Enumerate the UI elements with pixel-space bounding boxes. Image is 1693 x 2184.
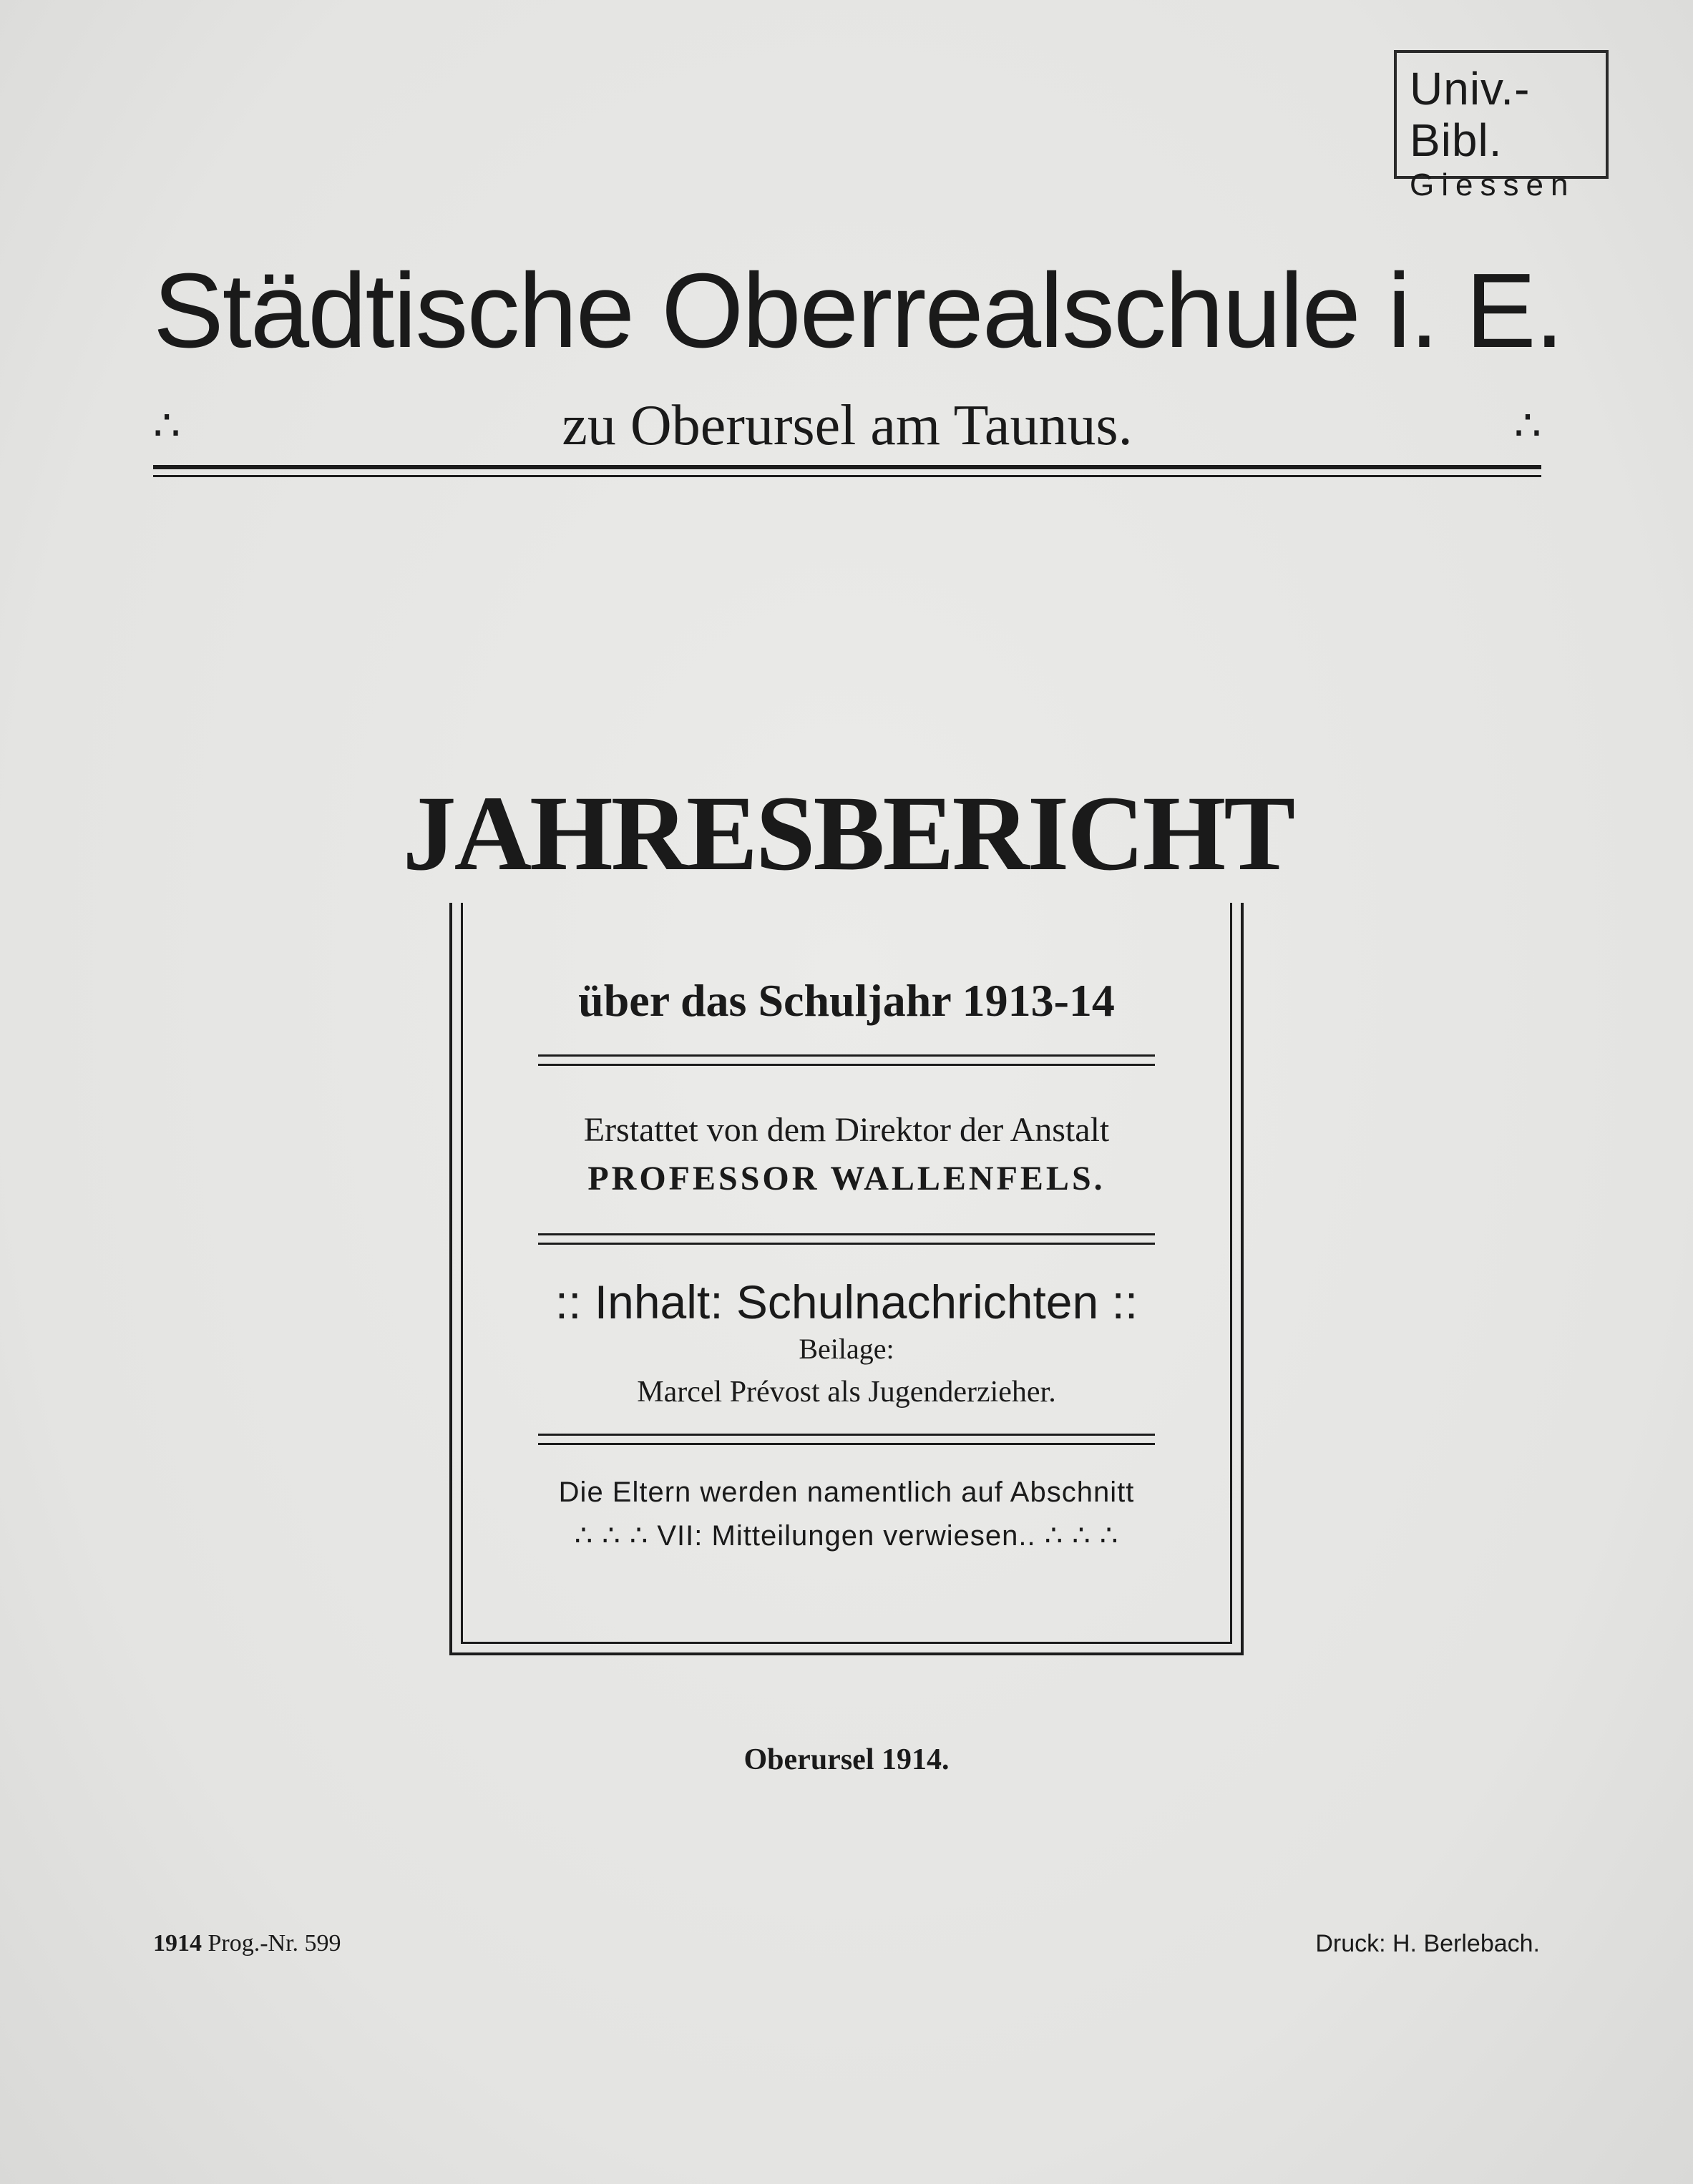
submitted-by: Erstattet von dem Direktor der Anstalt — [583, 1111, 1110, 1149]
program-number — [153, 1930, 341, 1957]
supplement-title: Marcel Prévost als Jugenderzieher. — [637, 1376, 1056, 1409]
header-rule-thick — [153, 465, 1541, 469]
parents-note-line-2: ∴ ∴ ∴ VII: Mitteilungen verwiesen.. ∴ ∴ ∴ — [574, 1520, 1119, 1552]
contents-line: :: Inhalt: Schulnachrichten :: — [555, 1275, 1138, 1328]
divider-2 — [538, 1233, 1155, 1245]
content-frame-inner — [461, 903, 1232, 1644]
supplement-label: Beilage: — [799, 1333, 894, 1365]
subtitle-row — [153, 393, 1541, 458]
header-rule-thin — [153, 475, 1541, 477]
ornament-dots-right: ∴ — [1513, 402, 1541, 449]
ornament-dots-left: ∴ — [153, 402, 181, 449]
library-stamp — [1394, 50, 1609, 202]
school-location: zu Oberursel am Taunus. — [562, 394, 1133, 457]
report-year: über das Schuljahr 1913-14 — [578, 975, 1115, 1026]
divider-1 — [538, 1054, 1155, 1066]
divider-3 — [538, 1434, 1155, 1445]
printer-credit: Druck: H. Berlebach. — [1315, 1930, 1540, 1957]
program-year: 1914 — [153, 1930, 202, 1957]
parents-note-line-1: Die Eltern werden namentlich auf Abschnitt — [558, 1477, 1135, 1508]
main-title: JAHRESBERICHT — [402, 774, 1294, 893]
place-and-year: Oberursel 1914. — [743, 1743, 950, 1776]
program-label: Prog.-Nr. 599 — [208, 1930, 341, 1957]
content-frame — [449, 903, 1244, 1655]
stamp-line-2: Giessen — [1410, 167, 1576, 202]
director-name: PROFESSOR WALLENFELS. — [587, 1160, 1106, 1198]
stamp-line-1: Univ.-Bibl. — [1410, 63, 1531, 166]
school-title: Städtische Oberrealschule i. E. — [153, 252, 1563, 370]
